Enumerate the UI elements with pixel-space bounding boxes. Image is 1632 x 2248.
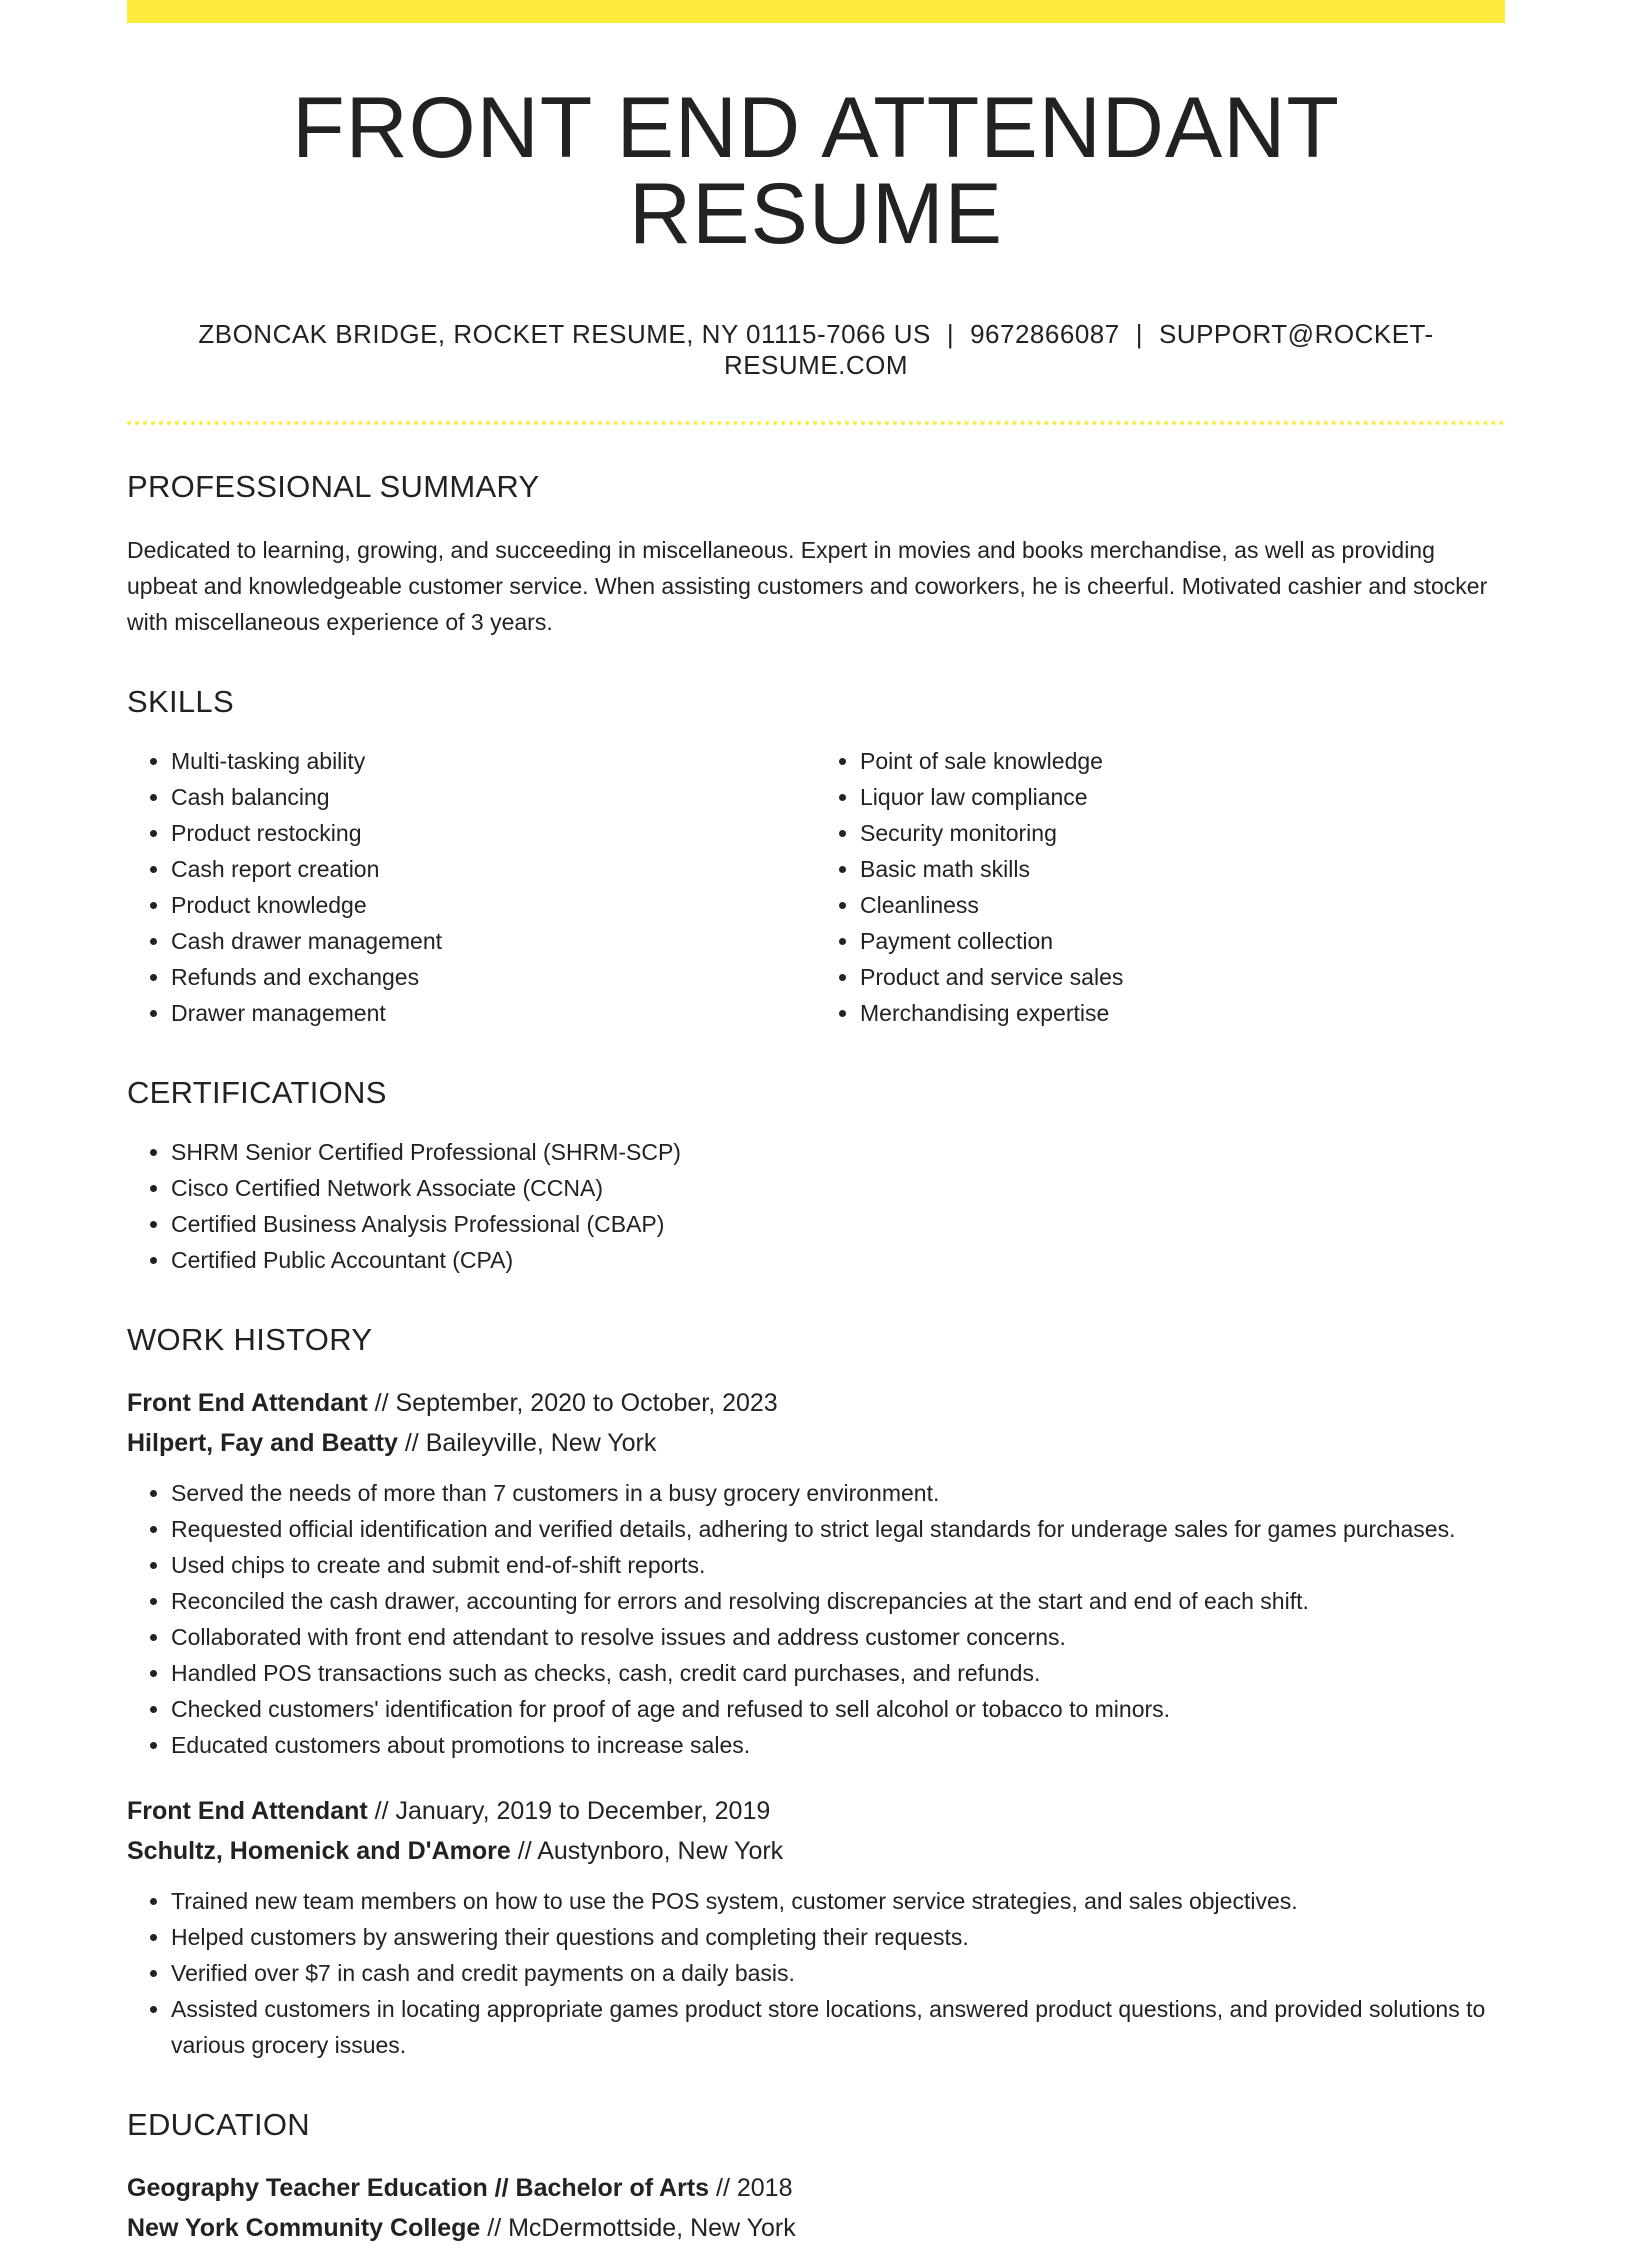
- summary-heading: PROFESSIONAL SUMMARY: [127, 469, 540, 504]
- page-title: FRONT END ATTENDANT RESUME: [292, 80, 1340, 262]
- skill-item: • Cleanliness: [860, 887, 1505, 923]
- job-bullet: • Assisted customers in locating appropriate games product store locations, answered product questions, and provided solutions to various grocery issues.: [171, 1991, 1505, 2063]
- job-bullet: • Helped customers by answering their questions and completing their requests.: [171, 1919, 1505, 1955]
- job-title: Front End Attendant: [127, 1797, 368, 1825]
- skill-item: • Security monitoring: [860, 815, 1505, 851]
- job-entry: [127, 1791, 1505, 2063]
- education-school-line: [127, 2208, 1505, 2248]
- education-location: // McDermottside, New York: [480, 2214, 796, 2242]
- certification-item: • Certified Business Analysis Professional (CBAP): [171, 1206, 1505, 1242]
- phone: 9672866087: [970, 319, 1120, 349]
- job-company: Hilpert, Fay and Beatty: [127, 1429, 398, 1457]
- contact-line: [127, 319, 1505, 381]
- education-degree: Geography Teacher Education // Bachelor of Arts: [127, 2174, 710, 2202]
- skills-columns: [127, 743, 1505, 1031]
- job-bullet: • Served the needs of more than 7 customers in a busy grocery environment.: [171, 1475, 1505, 1511]
- certification-item: • Cisco Certified Network Associate (CCNA): [171, 1170, 1505, 1206]
- summary-text: Dedicated to learning, growing, and succeeding in miscellaneous. Expert in movies and books merchandise, as well as providing upbeat and knowledgeable customer service. When assisting customers and coworkers, he is cheerful. Motivated cashier and stocker with miscellaneous experience of 3 years.: [127, 537, 1488, 635]
- certifications-heading: CERTIFICATIONS: [127, 1075, 387, 1110]
- job-bullets: [127, 1475, 1505, 1763]
- separator: |: [946, 319, 955, 349]
- job-dates: // January, 2019 to December, 2019: [367, 1797, 771, 1825]
- skill-item: • Cash drawer management: [171, 923, 816, 959]
- job-bullet: • Handled POS transactions such as checks, cash, credit card purchases, and refunds.: [171, 1655, 1505, 1691]
- skill-item: • Drawer management: [171, 995, 816, 1031]
- skill-item: • Liquor law compliance: [860, 779, 1505, 815]
- job-bullet: • Reconciled the cash drawer, accounting for errors and resolving discrepancies at the start and end of each shift.: [171, 1583, 1505, 1619]
- job-bullet: • Verified over $7 in cash and credit payments on a daily basis.: [171, 1955, 1505, 1991]
- education-school: New York Community College: [127, 2214, 481, 2242]
- job-title-line: [127, 1791, 1505, 1831]
- job-bullet: • Educated customers about promotions to increase sales.: [171, 1727, 1505, 1763]
- job-bullets: [127, 1883, 1505, 2063]
- skill-item: • Multi-tasking ability: [171, 743, 816, 779]
- job-bullet: • Requested official identification and verified details, adhering to strict legal standards for underage sales for games purchases.: [171, 1511, 1505, 1547]
- address: ZBONCAK BRIDGE, ROCKET RESUME, NY 01115-7066 US: [198, 319, 931, 349]
- job-bullet: • Collaborated with front end attendant to resolve issues and address customer concerns.: [171, 1619, 1505, 1655]
- skill-item: • Merchandising expertise: [860, 995, 1505, 1031]
- certifications-list: [127, 1134, 1505, 1278]
- skill-item: • Point of sale knowledge: [860, 743, 1505, 779]
- job-company: Schultz, Homenick and D'Amore: [127, 1837, 511, 1865]
- skill-item: • Payment collection: [860, 923, 1505, 959]
- separator: |: [1135, 319, 1143, 349]
- job-title-line: [127, 1383, 1505, 1423]
- certification-item: • Certified Public Accountant (CPA): [171, 1242, 1505, 1278]
- accent-top-bar: [127, 0, 1505, 23]
- job-company-line: [127, 1423, 1505, 1463]
- email: SUPPORT@ROCKET-RESUME.COM: [723, 319, 1434, 380]
- skill-item: • Basic math skills: [860, 851, 1505, 887]
- skills-right-list: [816, 743, 1505, 1031]
- job-company-line: [127, 1831, 1505, 1871]
- skill-item: • Product and service sales: [860, 959, 1505, 995]
- skills-left-list: [127, 743, 816, 1031]
- skill-item: • Cash balancing: [171, 779, 816, 815]
- job-bullet: • Checked customers' identification for proof of age and refused to sell alcohol or tobacco to minors.: [171, 1691, 1505, 1727]
- job-bullet: • Trained new team members on how to use the POS system, customer service strategies, and sales objectives.: [171, 1883, 1505, 1919]
- job-title: Front End Attendant: [127, 1389, 368, 1417]
- education-degree-line: [127, 2168, 1505, 2208]
- certification-item: • SHRM Senior Certified Professional (SHRM-SCP): [171, 1134, 1505, 1170]
- education-heading: EDUCATION: [127, 2107, 310, 2142]
- job-location: // Austynboro, New York: [510, 1837, 784, 1865]
- dotted-divider: [127, 421, 1505, 425]
- skill-item: • Product restocking: [171, 815, 816, 851]
- skill-item: • Product knowledge: [171, 887, 816, 923]
- skills-heading: SKILLS: [127, 684, 234, 719]
- job-bullet: • Used chips to create and submit end-of-shift reports.: [171, 1547, 1505, 1583]
- job-dates: // September, 2020 to October, 2023: [367, 1389, 778, 1417]
- resume-page: [127, 0, 1505, 2248]
- skill-item: • Cash report creation: [171, 851, 816, 887]
- job-location: // Baileyville, New York: [397, 1429, 657, 1457]
- education-year: // 2018: [709, 2174, 793, 2202]
- skill-item: • Refunds and exchanges: [171, 959, 816, 995]
- job-entry: [127, 1383, 1505, 1763]
- work-history-heading: WORK HISTORY: [127, 1322, 373, 1357]
